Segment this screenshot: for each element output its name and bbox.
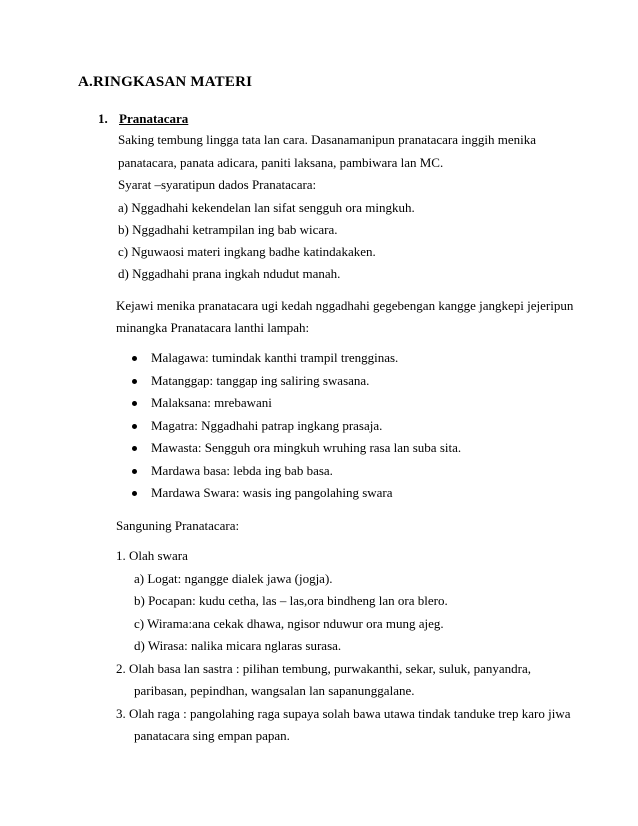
bullet-icon [132, 424, 137, 429]
olah-swara-item: c) Wirama:ana cekak dhawa, ngisor nduwur ora mung ajeg. [134, 616, 444, 631]
olah-raga-line-2: panatacara sing empan papan. [134, 728, 290, 743]
bullet-icon [132, 401, 137, 406]
olah-raga-line-1: 3. Olah raga : pangolahing raga supaya solah bawa utawa tindak tanduke trep karo jiwa [116, 706, 571, 721]
section-heading: A.RINGKASAN MATERI [78, 74, 253, 90]
bullet-item [132, 463, 333, 479]
syarat-item: a) Nggadhahi kekendelan lan sifat sengguh ora mingkuh. [118, 200, 415, 215]
subsection-title-text: Pranatacara [119, 111, 189, 126]
syarat-intro: Syarat –syaratipun dados Pranatacara: [118, 177, 317, 192]
bullet-item [132, 418, 382, 434]
subsection-title [98, 111, 188, 127]
bullet-icon [132, 469, 137, 474]
olah-swara-item: d) Wirasa: nalika micara nglaras surasa. [134, 638, 342, 653]
syarat-item: d) Nggadhahi prana ingkah ndudut manah. [118, 266, 341, 281]
olah-swara-label: 1. Olah swara [116, 548, 188, 563]
bullet-text: Mawasta: Sengguh ora mingkuh wruhing rasa lan suba sita. [151, 440, 462, 455]
olah-basa-line-2: paribasan, pepindhan, wangsalan lan sapanunggalane. [134, 683, 415, 698]
bullet-text: Matanggap: tanggap ing saliring swasana. [151, 373, 370, 388]
olah-basa-line-1: 2. Olah basa lan sastra : pilihan tembung, purwakanthi, sekar, suluk, panyandra, [116, 661, 532, 676]
kejawi-line-2: minangka Pranatacara lanthi lampah: [116, 320, 310, 335]
bullet-text: Mardawa basa: lebda ing bab basa. [151, 463, 333, 478]
bullet-icon [132, 491, 137, 496]
bullet-item [132, 350, 398, 366]
syarat-item: c) Nguwaosi materi ingkang badhe katindakaken. [118, 244, 376, 259]
definition-line-2: panatacara, panata adicara, paniti laksana, pambiwara lan MC. [118, 155, 444, 170]
kejawi-line-1: Kejawi menika pranatacara ugi kedah nggadhahi gegebengan kangge jangkepi jejeripun [116, 298, 574, 313]
bullet-icon [132, 356, 137, 361]
definition-line-1: Saking tembung lingga tata lan cara. Dasanamanipun pranatacara inggih menika [118, 132, 537, 147]
bullet-icon [132, 446, 137, 451]
bullet-item [132, 440, 461, 456]
bullet-icon [132, 379, 137, 384]
olah-swara-item: b) Pocapan: kudu cetha, las – las,ora bindheng lan ora blero. [134, 593, 448, 608]
bullet-text: Magatra: Nggadhahi patrap ingkang prasaja. [151, 418, 383, 433]
sanguning-heading: Sanguning Pranatacara: [116, 518, 240, 533]
bullet-text: Mardawa Swara: wasis ing pangolahing swara [151, 485, 393, 500]
bullet-item [132, 395, 272, 411]
syarat-item: b) Nggadhahi ketrampilan ing bab wicara. [118, 222, 338, 237]
olah-swara-item: a) Logat: ngangge dialek jawa (jogja). [134, 571, 333, 586]
bullet-text: Malaksana: mrebawani [151, 395, 272, 410]
bullet-item [132, 485, 393, 501]
subsection-number: 1. [98, 111, 108, 126]
bullet-item [132, 373, 369, 389]
bullet-text: Malagawa: tumindak kanthi trampil trengginas. [151, 350, 399, 365]
